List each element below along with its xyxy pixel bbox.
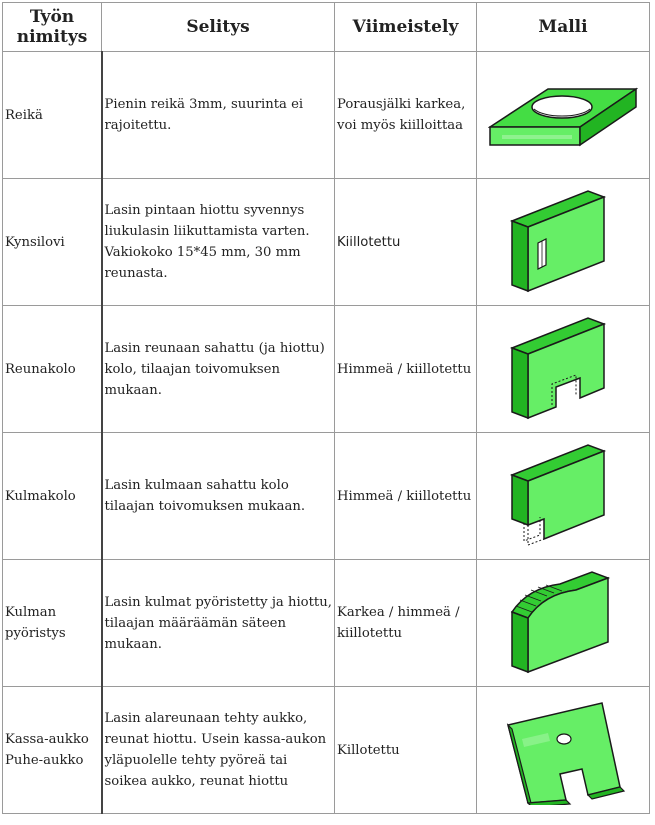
edge-notch-icon [508, 314, 618, 424]
table-row [3, 687, 650, 814]
header-name: Työn nimitys [3, 3, 102, 52]
header-row [3, 3, 650, 52]
row-finish: Kiillotettu [335, 179, 477, 306]
table-row [3, 179, 650, 306]
row-name: Kassa-aukko Puhe-aukko [3, 687, 102, 814]
row-desc: Lasin kulmat pyöristetty ja hiottu, tilaajan määräämän säteen mukaan. [102, 560, 335, 687]
table-row [3, 560, 650, 687]
table-row [3, 52, 650, 179]
rounded-corner-icon [508, 568, 618, 678]
header-finish: Viimeistely [335, 3, 477, 52]
row-name: Kynsilovi [3, 179, 102, 306]
finger-groove-icon [508, 187, 618, 297]
table-row [3, 433, 650, 560]
row-finish: Himmeä / kiillotettu [335, 306, 477, 433]
row-desc: Lasin pintaan hiottu syvennys liukulasin liikuttamista varten. Vakiokoko 15*45 mm, 30 mm reunasta. [102, 179, 335, 306]
header-desc: Selitys [102, 3, 335, 52]
row-finish: Karkea / himmeä / kiillotettu [335, 560, 477, 687]
header-model: Malli [477, 3, 650, 52]
glass-work-table [2, 2, 650, 814]
row-name: Kulman pyöristys [3, 560, 102, 687]
row-finish: Porausjälki karkea, voi myös kiilloittaa [335, 52, 477, 179]
counter-opening-icon [498, 695, 628, 805]
row-desc: Lasin reunaan sahattu (ja hiottu) kolo, tilaajan toivomuksen mukaan. [102, 306, 335, 433]
row-name: Reikä [3, 52, 102, 179]
corner-notch-icon [508, 441, 618, 551]
row-finish: Himmeä / kiillotettu [335, 433, 477, 560]
row-name: Reunakolo [3, 306, 102, 433]
row-finish: Killotettu [335, 687, 477, 814]
row-desc: Pienin reikä 3mm, suurinta ei rajoitettu. [102, 52, 335, 179]
plate-with-hole-icon [488, 75, 638, 155]
row-name: Kulmakolo [3, 433, 102, 560]
row-desc: Lasin alareunaan tehty aukko, reunat hiottu. Usein kassa-aukon yläpuolelle tehty pyöreä tai soikea aukko, reunat hiottu [102, 687, 335, 814]
row-desc: Lasin kulmaan sahattu kolo tilaajan toivomuksen mukaan. [102, 433, 335, 560]
table-row [3, 306, 650, 433]
